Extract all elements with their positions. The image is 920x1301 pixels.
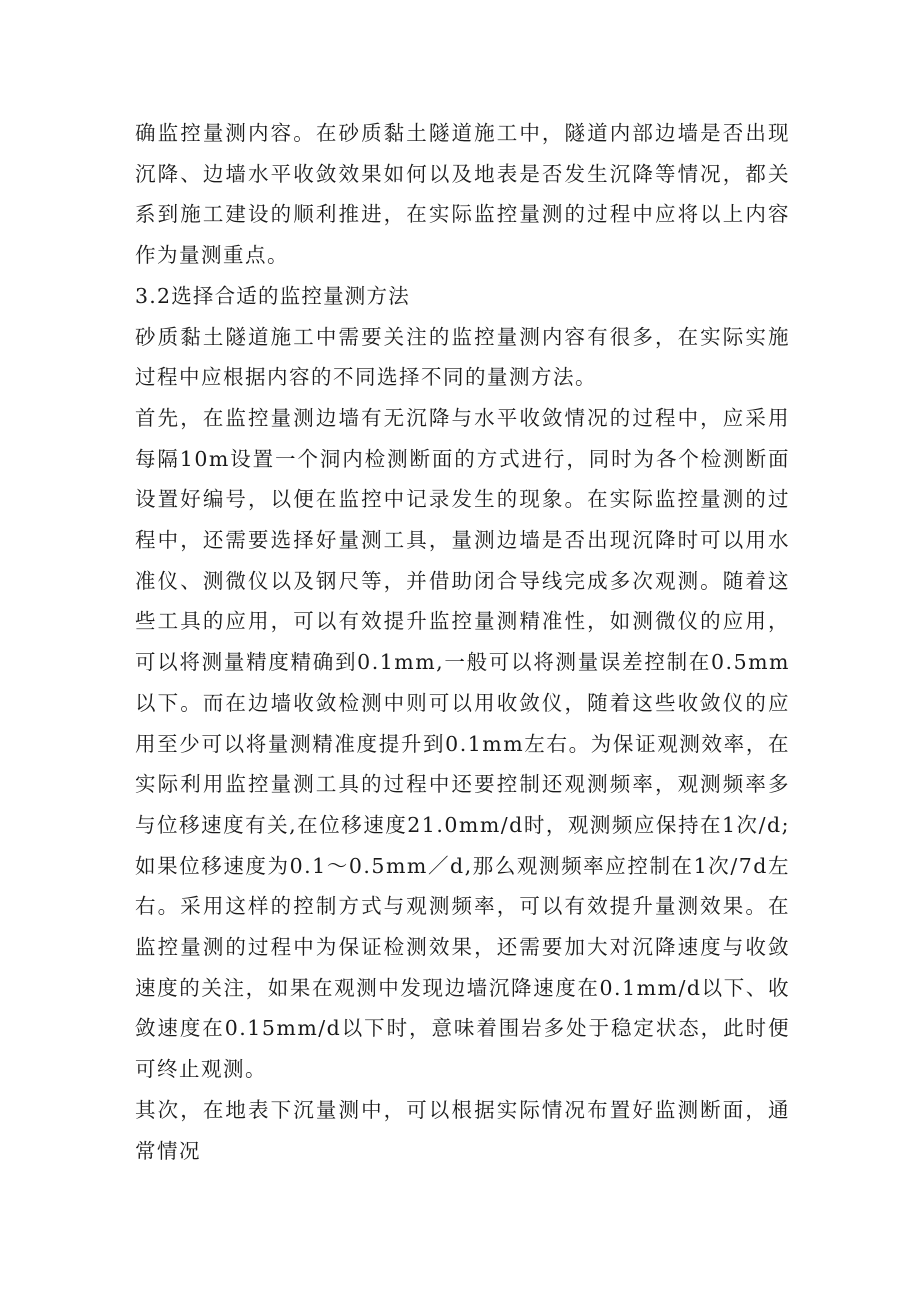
document-body	[135, 113, 790, 1171]
section-heading: 3.2选择合适的监控量测方法	[135, 283, 410, 308]
paragraph-content-overview: 砂质黏土隧道施工中需要关注的监控量测内容有很多，在实际实施过程中应根据内容的不同选择不同的量测方法。	[135, 324, 790, 390]
paragraph-surface-settlement: 其次，在地表下沉量测中，可以根据实际情况布置好监测断面，通常情况	[135, 1097, 790, 1163]
paragraph-intro: 确监控量测内容。在砂质黏土隧道施工中，隧道内部边墙是否出现沉降、边墙水平收敛效果如何以及地表是否发生沉降等情况，都关系到施工建设的顺利推进，在实际监控量测的过程中应将以上内容作为量测重点。	[135, 121, 790, 268]
paragraph-wall-monitoring: 首先，在监控量测边墙有无沉降与水平收敛情况的过程中，应采用每隔10m设置一个洞内检测断面的方式进行，同时为各个检测断面设置好编号，以便在监控中记录发生的现象。在实际监控量测的过程中，还需要选择好量测工具，量测边墙是否出现沉降时可以用水准仪、测微仪以及钢尺等，并借助闭合导线完成多次观测。随着这些工具的应用，可以有效提升监控量测精准性，如测微仪的应用，可以将测量精度精确到0.1mm,一般可以将测量误差控制在0.5mm以下。而在边墙收敛检测中则可以用收敛仪，随着这些收敛仪的应用至少可以将量测精准度提升到0.1mm左右。为保证观测效率，在实际利用监控量测工具的过程中还要控制还观测频率，观测频率多与位移速度有关,在位移速度21.0mm/d时，观测频应保持在1次/d;如果位移速度为0.1～0.5mm／d,那么观测频率应控制在1次/7d左右。采用这样的控制方式与观测频率，可以有效提升量测效果。在监控量测的过程中为保证检测效果，还需要加大对沉降速度与收敛速度的关注，如果在观测中发现边墙沉降速度在0.1mm/d以下、收敛速度在0.15mm/d以下时，意味着围岩多处于稳定状态，此时便可终止观测。	[135, 405, 790, 1082]
